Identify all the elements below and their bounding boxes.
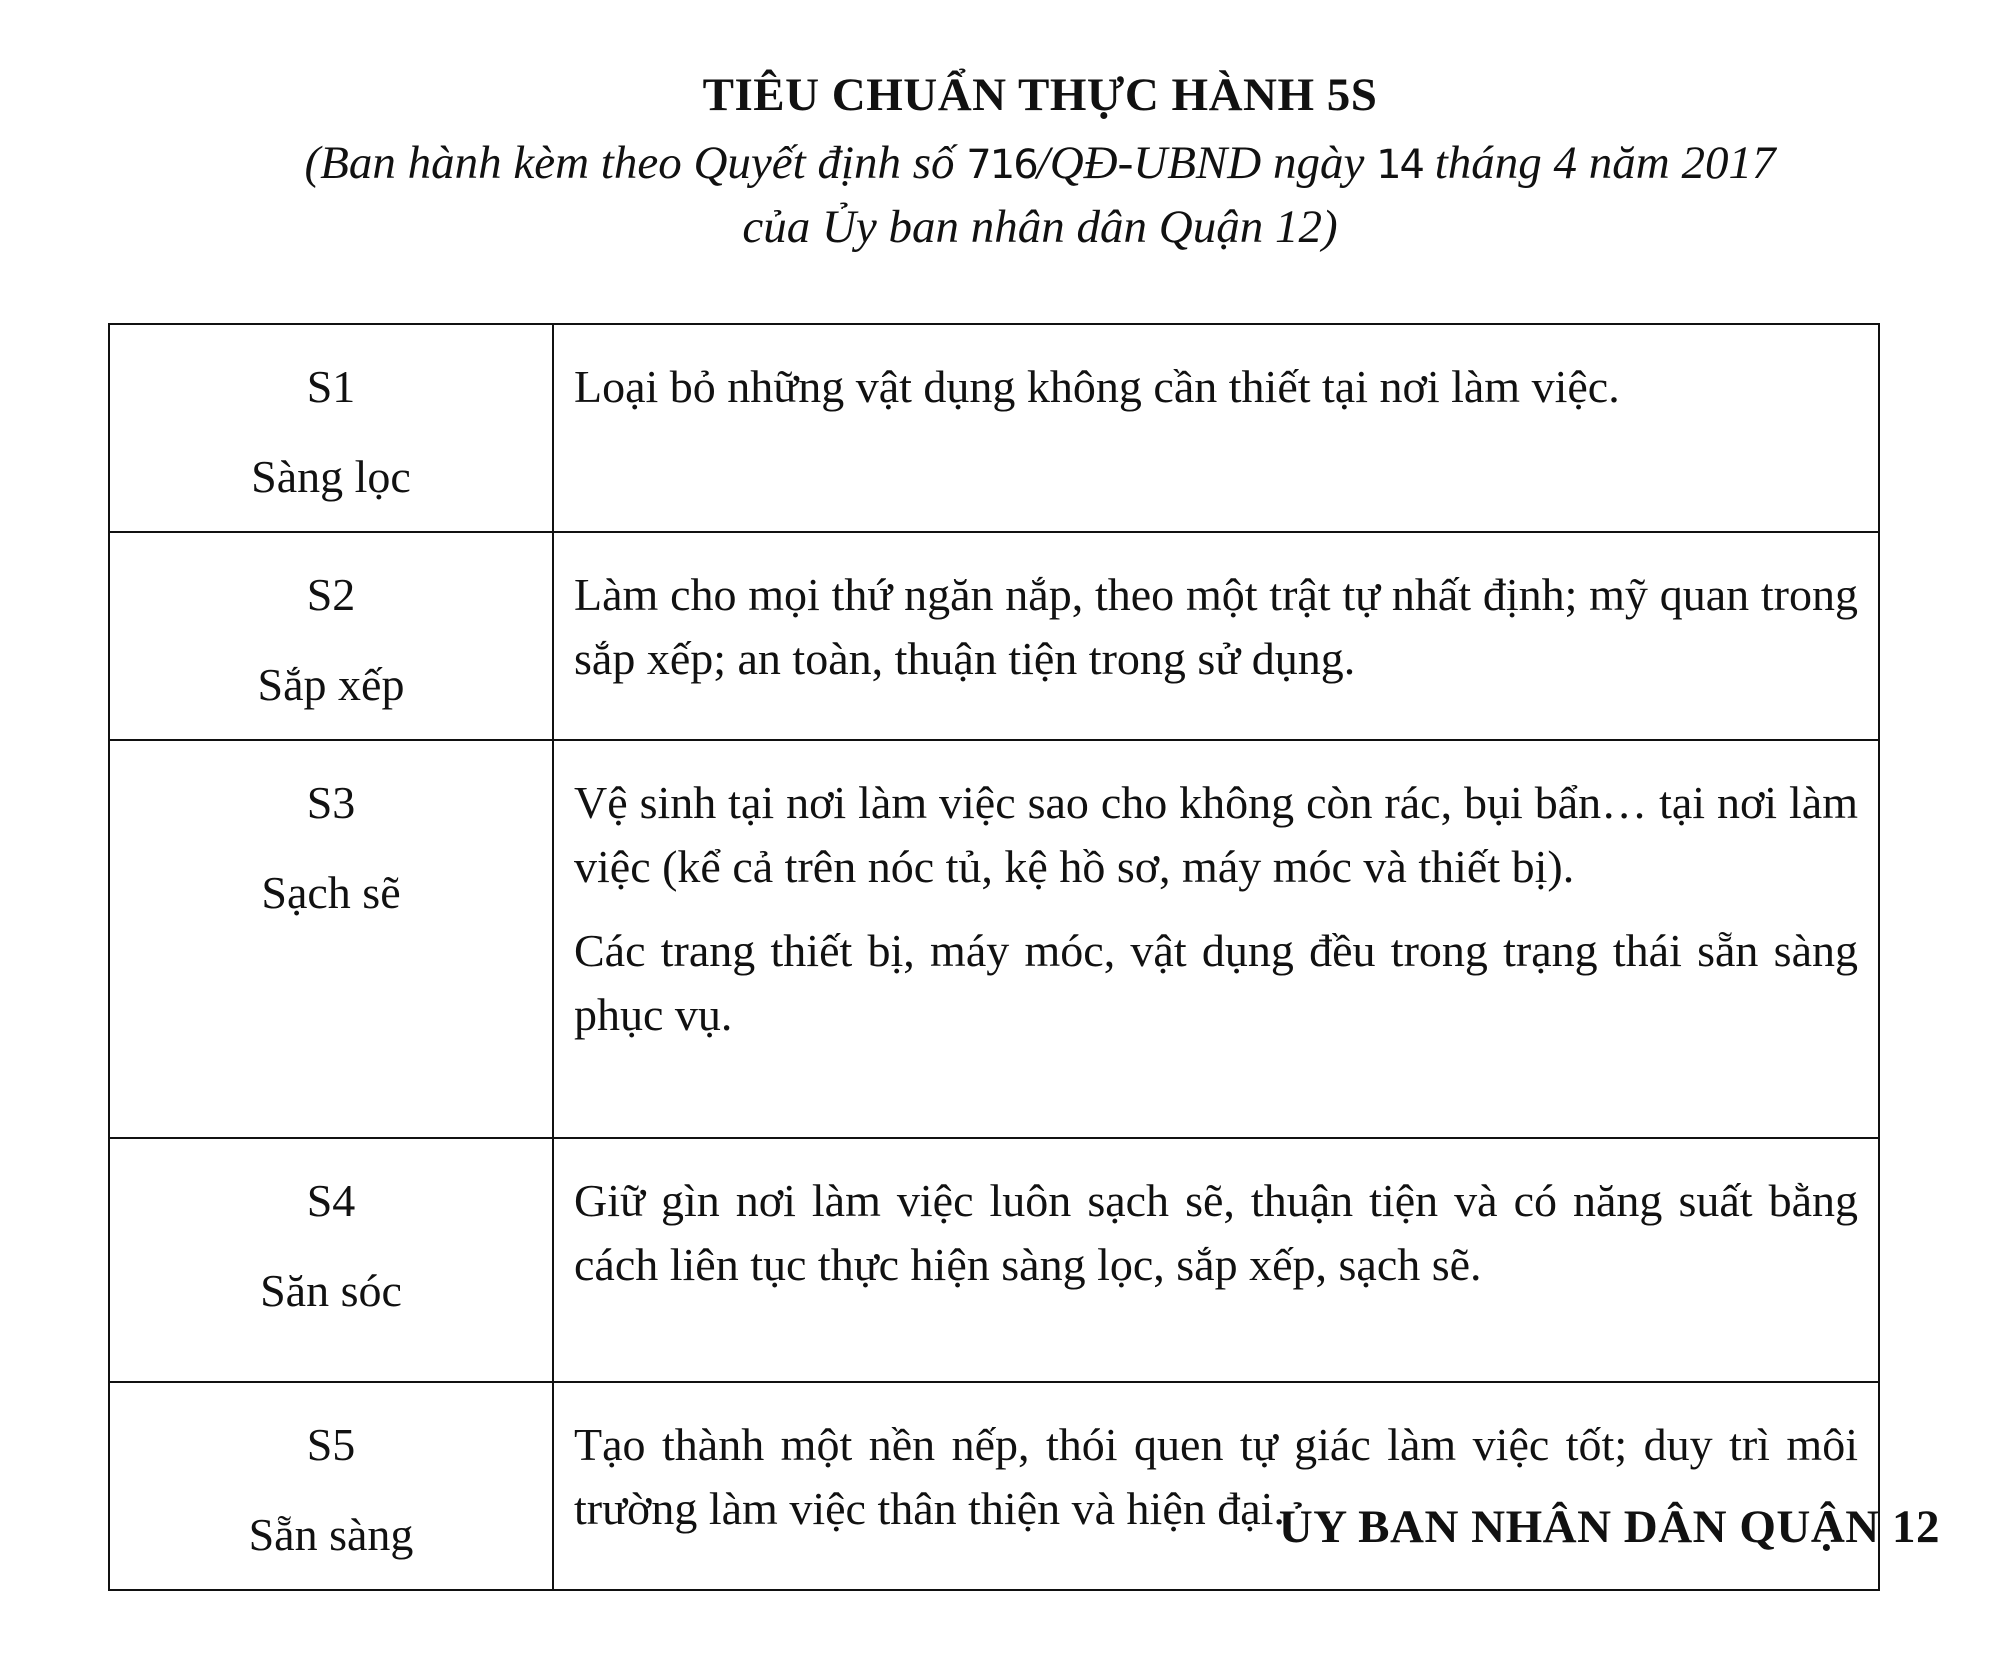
description-text: Làm cho mọi thứ ngăn nắp, theo một trật tự nhất định; mỹ quan trong sắp xếp; an toàn, thuận tiện trong sử dụng. (574, 569, 1858, 684)
table-row (109, 532, 1879, 740)
description-text: Loại bỏ những vật dụng không cần thiết tại nơi làm việc. (574, 361, 1620, 412)
standards-table (108, 323, 1880, 1591)
description-cell (553, 532, 1879, 740)
subtitle-suffix: tháng 4 năm 2017 (1422, 137, 1776, 189)
document-subtitle-line2: của Ủy ban nhân dân Quận 12) (742, 201, 1338, 253)
standard-name: Sắp xếp (257, 659, 405, 710)
document-title: TIÊU CHUẨN THỰC HÀNH 5S (702, 69, 1378, 121)
standard-name: Sàng lọc (251, 451, 411, 502)
description-cell (553, 1382, 1879, 1590)
code-cell (109, 324, 553, 532)
standard-code: S3 (306, 777, 356, 828)
code-cell (109, 1138, 553, 1382)
description-text: Các trang thiết bị, máy móc, vật dụng đều trong trạng thái sẵn sàng phục vụ. (574, 925, 1858, 1040)
standard-code: S2 (306, 569, 356, 620)
subtitle-prefix: (Ban hành kèm theo Quyết định số (304, 137, 967, 189)
standard-code: S5 (306, 1419, 356, 1470)
table-row (109, 324, 1879, 532)
table-row (109, 1138, 1879, 1382)
subtitle-middle: /QĐ-UBND ngày (1036, 137, 1377, 189)
standard-name: Sạch sẽ (261, 867, 401, 918)
decision-number-handwritten: 716 (966, 142, 1037, 188)
standard-code: S1 (306, 361, 356, 412)
issuing-authority: ỦY BAN NHÂN DÂN QUẬN 12 (1278, 1501, 1940, 1553)
description-cell (553, 1138, 1879, 1382)
description-text: Vệ sinh tại nơi làm việc sao cho không còn rác, bụi bẩn… tại nơi làm việc (kể cả trên nóc tủ, kệ hồ sơ, máy móc và thiết bị). (574, 777, 1858, 892)
description-cell (553, 740, 1879, 1138)
standard-name: Săn sóc (260, 1265, 402, 1316)
document-subtitle-line1 (0, 136, 1998, 190)
code-cell (109, 740, 553, 1138)
code-cell (109, 532, 553, 740)
day-handwritten: 14 (1376, 142, 1423, 188)
description-text: Giữ gìn nơi làm việc luôn sạch sẽ, thuận tiện và có năng suất bằng cách liên tục thực hiện sàng lọc, sắp xếp, sạch sẽ. (574, 1175, 1858, 1290)
description-cell (553, 324, 1879, 532)
standard-code: S4 (306, 1175, 356, 1226)
code-cell (109, 1382, 553, 1590)
description-text: Tạo thành một nền nếp, thói quen tự giác làm việc tốt; duy trì môi trường làm việc thân thiện và hiện đại. (574, 1419, 1858, 1534)
table-row (109, 1382, 1879, 1590)
table-row (109, 740, 1879, 1138)
standard-name: Sẵn sàng (248, 1509, 414, 1560)
